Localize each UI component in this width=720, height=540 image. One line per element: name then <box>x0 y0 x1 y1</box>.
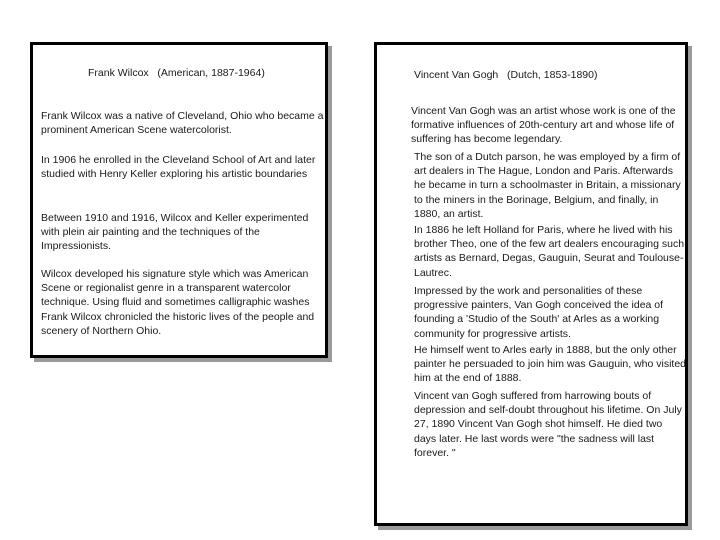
frank-wilcox-card <box>30 42 328 358</box>
paragraph: Between 1910 and 1916, Wilcox and Keller experimented with plein air painting and the techniques of the Impressionists. <box>41 212 309 253</box>
paragraph: He himself went to Arles early in 1888, but the only other painter he persuaded to join him was Gauguin, who visited him at the end of 1888. <box>414 344 686 385</box>
paragraph: Vincent van Gogh suffered from harrowing bouts of depression and self-doubt throughout his lifetime. On July 27, 1890 Vincent Van Gogh shot himself. He died two days later. He last words were "the sadness will last forever. " <box>414 390 682 459</box>
paragraph: In 1886 he left Holland for Paris, where he lived with his brother Theo, one of the few art dealers encouraging such artists as Bernard, Degas, Gauguin, Seurat and Toulouse-Lautrec. <box>414 224 685 279</box>
van-gogh-card <box>374 42 688 526</box>
card-title: Frank Wilcox (American, 1887-1964) <box>88 67 265 79</box>
paragraph: Frank Wilcox was a native of Cleveland, Ohio who became a prominent American Scene watercolorist. <box>41 110 324 137</box>
paragraph: Vincent Van Gogh was an artist whose work is one of the formative influences of 20th-century art and whose life of suffering has become legendary. <box>411 105 676 146</box>
card-title: Vincent Van Gogh (Dutch, 1853-1890) <box>414 69 598 81</box>
paragraph: In 1906 he enrolled in the Cleveland School of Art and later studied with Henry Keller exploring his artistic boundaries <box>41 154 316 181</box>
paragraph: The son of a Dutch parson, he was employed by a firm of art dealers in The Hague, London and Paris. Afterwards he became in turn a schoolmaster in Britain, a missionary to the miners in the Borinage, Belgium, and finally, in 1880, an artist. <box>414 151 681 220</box>
paragraph: Impressed by the work and personalities of these progressive painters, Van Gogh conceived the idea of founding a 'Studio of the South' at Arles as a working community for progressive artists. <box>414 285 664 340</box>
paragraph: Wilcox developed his signature style which was American Scene or regionalist genre in a transparent watercolor technique. Using fluid and sometimes calligraphic washes Frank Wilcox chronicled the historic lives of the people and scenery of Northern Ohio. <box>41 268 315 337</box>
